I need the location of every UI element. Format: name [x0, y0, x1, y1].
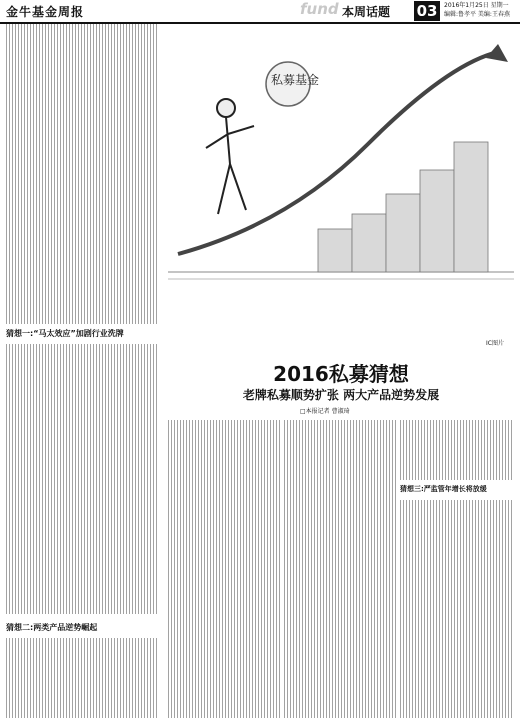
person-figure — [206, 99, 254, 214]
body-column-1c — [6, 638, 158, 718]
section-mark: fund — [300, 0, 339, 18]
body-column-3 — [284, 420, 396, 718]
body-column-4b — [400, 500, 514, 718]
section-title-1: 猜想一:“马太效应”加剧行业洗牌 — [6, 329, 124, 338]
photo-credit: IC图片 — [486, 340, 504, 347]
body-column-1 — [6, 24, 158, 324]
issue-date: 2016年1月25日 星期一 — [444, 2, 509, 9]
section-title-2: 猜想二:两类产品逆势崛起 — [6, 623, 98, 632]
body-column-2 — [168, 420, 280, 718]
issue-editor: 编辑:鲁孝平 美编:王春燕 — [444, 11, 510, 18]
private-fund-illustration — [168, 24, 514, 350]
body-column-4a — [400, 420, 514, 480]
byline: □本报记者 曹淑琦 — [300, 408, 350, 415]
section-title-3: 猜想三:严监管年增长将放缓 — [400, 485, 487, 493]
masthead — [0, 0, 520, 24]
coin-stacks — [318, 142, 488, 272]
section-title: 本周话题 — [342, 5, 391, 19]
newspaper-logo: 金牛基金周报 — [6, 5, 85, 19]
headline: 2016私募猜想 — [273, 362, 409, 386]
body-column-1b — [6, 344, 158, 614]
subheadline: 老牌私募顺势扩张 两大产品逆势发展 — [242, 388, 440, 402]
page-number: 03 — [414, 1, 440, 21]
illustration-label: 私募基金 — [271, 73, 320, 87]
